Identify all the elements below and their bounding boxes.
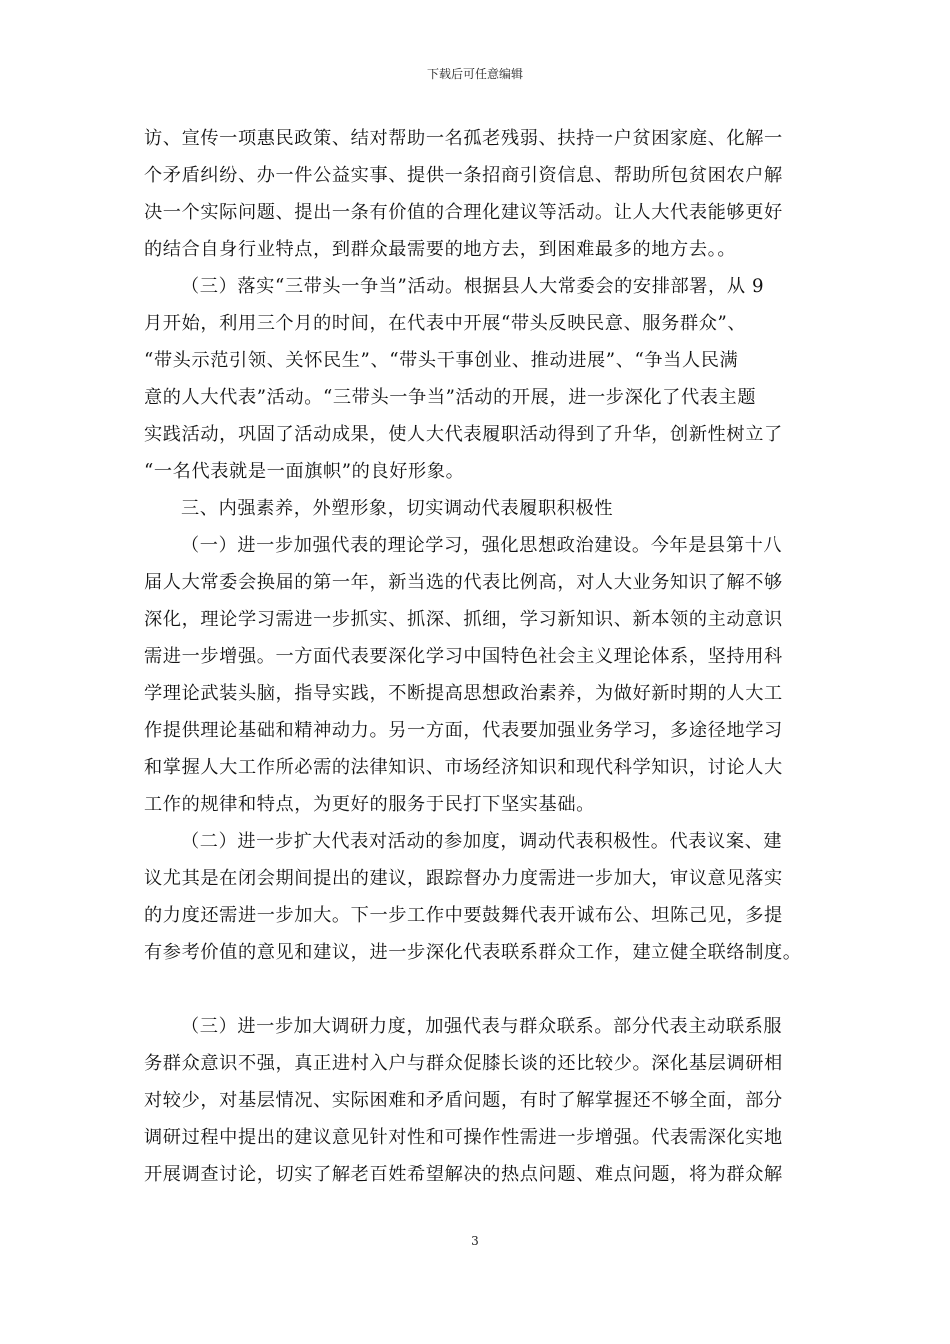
text-line: 议尤其是在闭会期间提出的建议，跟踪督办力度需进一步加大，审议意见落实 xyxy=(144,868,783,889)
section-heading: 三、内强素养，外塑形象，切实调动代表履职积极性 xyxy=(181,498,614,519)
text-line: 访、宣传一项惠民政策、结对帮助一名孤老残弱、扶持一户贫困家庭、化解一 xyxy=(144,128,783,149)
text-line: （二）进一步扩大代表对活动的参加度，调动代表积极性。代表议案、建 xyxy=(181,831,783,852)
text-line: 作提供理论基础和精神动力。另一方面，代表要加强业务学习，多途径地学习 xyxy=(144,720,783,741)
text-line: 届人大常委会换届的第一年，新当选的代表比例高，对人大业务知识了解不够 xyxy=(144,572,783,593)
text-line: 需进一步增强。一方面代表要深化学习中国特色社会主义理论体系，坚持用科 xyxy=(144,646,783,667)
text-line: 有参考价值的意见和建议，进一步深化代表联系群众工作，建立健全联络制度。 xyxy=(144,942,802,963)
paragraph-spacer xyxy=(144,971,806,1008)
text-line: 深化，理论学习需进一步抓实、抓深、抓细，学习新知识、新本领的主动意识 xyxy=(144,609,783,630)
text-line: 工作的规律和特点，为更好的服务于民打下坚实基础。 xyxy=(144,794,595,815)
document-body xyxy=(144,120,806,1193)
text-line: （三）进一步加大调研力度，加强代表与群众联系。部分代表主动联系服 xyxy=(181,1016,783,1037)
text-line: “一名代表就是一面旗帜”的良好形象。 xyxy=(144,461,465,482)
text-line: 决一个实际问题、提出一条有价值的合理化建议等活动。让人大代表能够更好 xyxy=(144,202,783,223)
text-line: 和掌握人大工作所必需的法律知识、市场经济知识和现代科学知识，讨论人大 xyxy=(144,757,783,778)
text-line: “带头示范引领、关怀民生”、“带头干事创业、推动进展”、“争当人民满 xyxy=(144,350,739,371)
text-line: 月开始，利用三个月的时间，在代表中开展“带头反映民意、服务群众”、 xyxy=(144,313,747,334)
text-line: 实践活动，巩固了活动成果，使人大代表履职活动得到了升华，创新性树立了 xyxy=(144,424,783,445)
text-line: 的结合自身行业特点，到群众最需要的地方去，到困难最多的地方去。。 xyxy=(144,239,737,260)
text-line: 调研过程中提出的建议意见针对性和可操作性需进一步增强。代表需深化实地 xyxy=(144,1127,783,1148)
text-line: 意的人大代表”活动。“三带头一争当”活动的开展，进一步深化了代表主题 xyxy=(144,387,757,408)
page-number: 3 xyxy=(471,1234,479,1248)
text-line: 对较少，对基层情况、实际困难和矛盾问题，有时了解掌握还不够全面，部分 xyxy=(144,1090,783,1111)
text-line: 开展调查讨论，切实了解老百姓希望解决的热点问题、难点问题，将为群众解 xyxy=(144,1164,783,1185)
text-line: 务群众意识不强，真正进村入户与群众促膝长谈的还比较少。深化基层调研相 xyxy=(144,1053,783,1074)
text-line: 的力度还需进一步加大。下一步工作中要鼓舞代表开诚布公、坦陈己见，多提 xyxy=(144,905,783,926)
page-header: 下载后可任意编辑 xyxy=(426,67,523,81)
text-line: （一）进一步加强代表的理论学习，强化思想政治建设。今年是县第十八 xyxy=(181,535,783,556)
text-line: （三）落实“三带头一争当”活动。根据县人大常委会的安排部署，从 9 xyxy=(181,276,765,297)
text-line: 个矛盾纠纷、办一件公益实事、提供一条招商引资信息、帮助所包贫困农户解 xyxy=(144,165,783,186)
text-line: 学理论武装头脑，指导实践，不断提高思想政治素养，为做好新时期的人大工 xyxy=(144,683,783,704)
